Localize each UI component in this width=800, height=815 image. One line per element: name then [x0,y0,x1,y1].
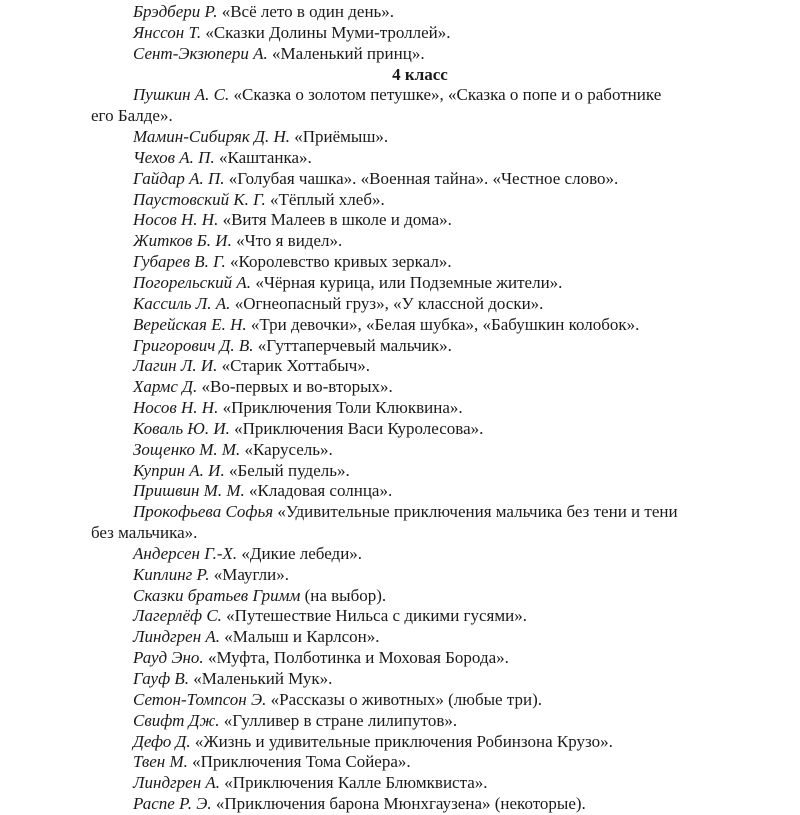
book-title: «Приключения Толи Клюквина». [218,398,463,418]
list-item [0,315,800,336]
list-item-first-line [133,127,388,146]
book-title: «Маленький принц». [267,43,425,63]
list-item-first-line [133,752,411,771]
list-item-first-line [133,356,370,375]
grade-heading: 4 класс [392,64,448,84]
author-name: Сказки братьев Гримм [133,585,301,605]
author-name: Верейская Е. Н. [133,314,247,334]
author-name: Григорович Д. В. [133,335,254,355]
list-item [0,190,800,211]
book-title: «Приёмыш». [289,127,389,147]
list-item-first-line [133,336,452,355]
list-item [0,440,800,461]
book-title: «Сказки Долины Муми-троллей». [201,22,451,42]
author-name: Линдгрен А. [133,773,221,793]
list-item [0,356,800,377]
list-item-first-line [133,419,483,438]
author-name: Хармс Д. [133,377,198,397]
list-item [0,627,800,648]
list-item [0,336,800,357]
book-title: «Каштанка». [214,147,312,167]
list-item-first-line [133,85,698,106]
book-title: «Королевство кривых зеркал». [225,252,452,272]
list-item-first-line [133,2,394,21]
list-item-first-line [133,690,542,709]
book-title: «Что я видел». [231,231,343,251]
list-item-first-line [133,544,362,563]
list-item [0,419,800,440]
list-item-first-line [133,586,386,605]
book-title: «Кладовая солнца». [244,481,393,501]
list-item [0,648,800,669]
book-title: «Муфта, Полботинка и Моховая Борода». [203,648,509,668]
list-item [0,481,800,502]
author-name: Мамин-Сибиряк Д. Н. [133,127,290,147]
list-item-first-line [133,377,393,396]
author-name: Рауд Эно. [133,648,204,668]
author-name: Лагин Л. И. [133,356,218,376]
author-name: Прокофьева Софья [133,502,274,522]
list-item [0,377,800,398]
author-name: Брэдбери Р. [133,2,218,21]
book-title: «Малыш и Карлсон». [220,627,380,647]
list-item [0,606,800,627]
list-item-first-line [133,294,543,313]
list-item [0,127,800,148]
list-item [0,586,800,607]
list-item [0,773,800,794]
author-name: Чехов А. П. [133,147,215,167]
list-item [0,502,800,544]
author-name: Носов Н. Н. [133,398,219,418]
book-title: «Приключения Калле Блюмквиста». [220,773,488,793]
author-name: Паустовский К. Г. [133,189,266,209]
list-item [0,752,800,773]
author-name: Сент-Экзюпери А. [133,43,268,63]
book-title: «Чёрная курица, или Подземные жители». [251,272,563,292]
book-title: «Гуттаперчевый мальчик». [253,335,452,355]
list-item-first-line [133,23,451,42]
book-title: «Во-первых и во-вторых». [197,377,393,397]
author-name: Киплинг Р. [133,564,210,584]
book-title: «Дикие лебеди». [237,543,363,563]
list-item [0,231,800,252]
author-name: Распе Р. Э. [133,794,212,814]
author-name: Свифт Дж. [133,710,220,730]
list-item-first-line [133,315,639,334]
book-title: «Огнеопасный груз», «У классной доски». [230,293,544,313]
book-title: «Маугли». [209,564,289,584]
list-item-first-line [133,794,586,813]
author-name: Гайдар А. П. [133,168,225,188]
book-title: (на выбор). [300,585,387,605]
list-item-first-line [133,565,289,584]
list-item [0,148,800,169]
list-item-first-line [133,732,613,751]
book-title: «Удивительные приключения мальчика без тени и тени [273,502,678,522]
list-item-first-line [133,44,425,63]
author-name: Носов Н. Н. [133,210,219,230]
list-item-first-line [133,627,380,646]
list-item-first-line [133,169,618,188]
book-title: «Витя Малеев в школе и дома». [218,210,452,230]
list-item-first-line [133,669,332,688]
list-item-first-line [133,210,452,229]
list-item-first-line [133,273,562,292]
list-item-first-line [133,773,488,792]
book-title: «Рассказы о животных» (любые три). [266,689,543,709]
list-item-first-line [133,148,312,167]
list-item-first-line [133,190,385,209]
list-item [0,544,800,565]
author-name: Янссон Т. [133,22,202,42]
author-name: Дефо Д. [133,731,191,751]
author-name: Сетон-Томпсон Э. [133,689,267,709]
author-name: Зощенко М. М. [133,439,241,459]
author-name: Коваль Ю. И. [133,418,230,438]
list-item [0,461,800,482]
book-title: «Путешествие Нильса с дикими гусями». [221,606,527,626]
list-item [0,169,800,190]
list-item-first-line [133,606,527,625]
author-name: Пушкин А. С. [133,85,230,105]
book-title: «Всё лето в один день». [217,2,395,21]
book-title-continuation: без мальчика». [91,523,198,543]
list-item [0,85,800,127]
book-title: «Жизнь и удивительные приключения Робинзона Крузо». [190,731,613,751]
previous-grade-list-tail [0,2,800,65]
author-name: Губарев В. Г. [133,252,226,272]
book-title: «Гулливер в стране лилипутов». [219,710,458,730]
book-title: «Приключения барона Мюнхгаузена» (некоторые). [211,794,586,814]
author-name: Твен М. [133,752,188,772]
list-item-first-line [133,481,392,500]
author-name: Куприн А. И. [133,460,225,480]
reading-list [0,2,800,815]
author-name: Лагерлёф С. [133,606,222,626]
list-item-first-line [133,648,509,667]
list-item [0,794,800,815]
book-title: «Белый пудель». [224,460,350,480]
author-name: Андерсен Г.-Х. [133,543,238,563]
book-title: «Старик Хоттабыч». [217,356,370,376]
list-item [0,732,800,753]
author-name: Линдгрен А. [133,627,221,647]
list-item [0,398,800,419]
list-item [0,44,800,65]
author-name: Житков Б. И. [133,231,232,251]
list-item-first-line [133,252,452,271]
list-item [0,565,800,586]
author-name: Гауф В. [133,669,190,688]
list-item [0,690,800,711]
author-name: Погорельский А. [133,272,252,292]
list-item [0,23,800,44]
book-title: «Три девочки», «Белая шубка», «Бабушкин колобок». [246,314,640,334]
list-item-first-line [133,461,350,480]
book-title: «Маленький Мук». [189,669,333,688]
list-item [0,669,800,690]
list-item [0,294,800,315]
list-item-first-line [133,440,333,459]
list-item-first-line [133,398,463,417]
book-title: «Тёплый хлеб». [265,189,385,209]
author-name: Кассиль Л. А. [133,293,231,313]
list-item-first-line [133,231,342,250]
author-name: Пришвин М. М. [133,481,245,501]
book-title: «Сказка о золотом петушке», «Сказка о попе и о работнике [229,85,662,105]
list-item [0,711,800,732]
book-title-continuation: его Балде». [91,106,173,126]
list-item [0,273,800,294]
list-item [0,2,800,23]
book-title: «Приключения Васи Куролесова». [229,418,484,438]
book-title: «Голубая чашка». «Военная тайна». «Честное слово». [224,168,619,188]
book-title: «Приключения Тома Сойера». [187,752,411,772]
list-item-first-line [133,711,457,730]
grade-4-book-list [0,85,800,815]
book-title: «Карусель». [240,439,333,459]
list-item [0,210,800,231]
list-item-first-line [133,502,698,523]
list-item [0,252,800,273]
